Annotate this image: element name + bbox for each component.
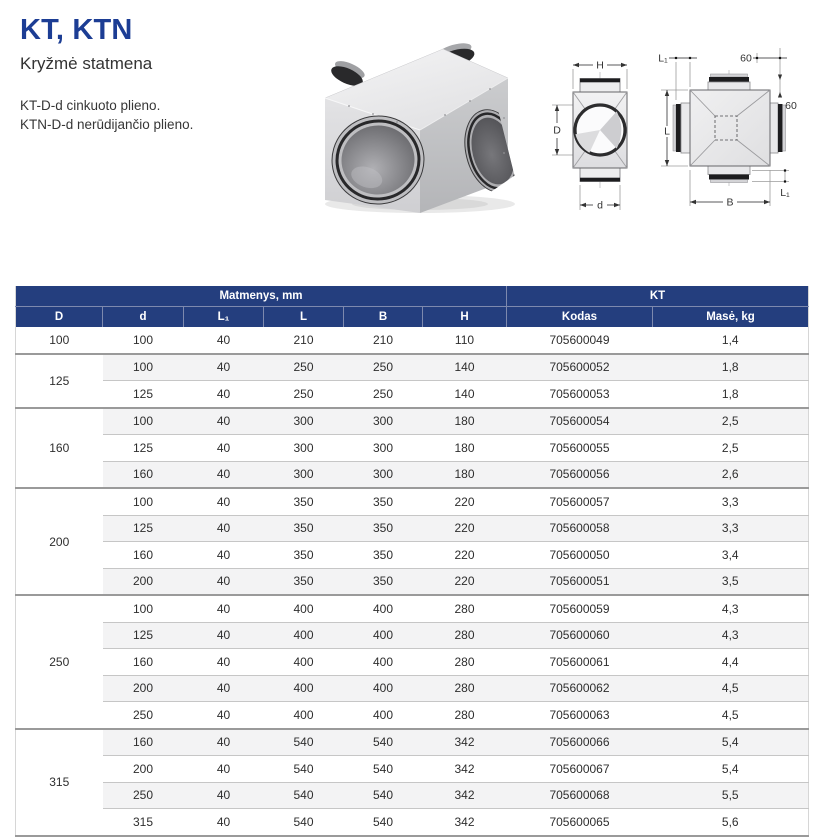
cell-kodas: 705600055 [507,435,653,462]
column-header: H [423,307,507,328]
table-row [16,435,809,462]
cell-B: 400 [344,622,423,649]
cell-H: 220 [423,488,507,515]
top-spigot [708,82,750,91]
cell-mase: 4,5 [653,702,809,729]
cell-mase: 5,4 [653,729,809,756]
cell-d: 100 [103,408,184,435]
cell-L1: 40 [184,809,264,836]
cell-L: 400 [264,595,344,622]
cell-kodas: 705600052 [507,354,653,381]
cell-mase: 3,3 [653,488,809,515]
cell-H: 342 [423,782,507,809]
cell-mase: 1,8 [653,354,809,381]
table-row [16,622,809,649]
table-row [16,515,809,542]
cell-L: 250 [264,381,344,408]
table-row [16,595,809,622]
cell-L1: 40 [184,515,264,542]
cell-d: 250 [103,782,184,809]
cell-B: 540 [344,782,423,809]
cell-mase: 5,6 [653,809,809,836]
left-spigot [681,103,690,153]
cell-H: 342 [423,756,507,783]
cell-d: 160 [103,461,184,488]
page-subtitle: Kryžmė statmena [20,54,153,73]
cell-kodas: 705600060 [507,622,653,649]
group-header: KT [507,286,809,307]
column-header: B [344,307,423,328]
table-row [16,568,809,595]
cell-d: 100 [103,488,184,515]
cell-mase: 5,5 [653,782,809,809]
column-header: L [264,307,344,328]
cell-L1: 40 [184,622,264,649]
cell-d: 160 [103,649,184,676]
cell-H: 342 [423,809,507,836]
cell-H: 110 [454,332,475,347]
cell-L: 300 [264,435,344,462]
cell-d: 160 [103,729,184,756]
spec-table [15,286,809,837]
cell-kodas: 705600068 [507,782,653,809]
cell-H: 280 [423,649,507,676]
cell-kodas: 705600066 [507,729,653,756]
cell-D: 315 [16,729,103,836]
cell-D: 200 [16,488,103,595]
dim-label-L1-top: L₁ [658,52,668,65]
product-description [20,96,193,134]
cell-B: 300 [344,435,423,462]
cell-mase: 4,3 [653,595,809,622]
cell-H: 342 [423,729,507,756]
table-row [16,381,809,408]
cell-kodas: 705600056 [507,461,653,488]
cell-kodas: 705600054 [507,408,653,435]
dim-label-60-right: 60 [785,100,797,112]
cell-D: 250 [16,595,103,729]
cell-L: 400 [264,622,344,649]
cell-H: 180 [423,461,507,488]
cell-B: 400 [344,702,423,729]
cell-B: 210 [372,332,394,347]
cell-L: 540 [264,809,344,836]
cell-mase: 1,4 [721,332,739,347]
cell-L1: 40 [184,568,264,595]
table-row [16,408,809,435]
drawing-top-view [655,40,823,215]
cell-L1: 40 [184,435,264,462]
cell-B: 350 [344,515,423,542]
cell-mase: 4,4 [653,649,809,676]
cell-L1: 40 [184,595,264,622]
cell-L: 210 [293,332,314,347]
dim-label-d: d [597,199,603,212]
cell-L1: 40 [184,461,264,488]
cell-kodas: 705600067 [507,756,653,783]
column-header: Masė, kg [653,307,809,328]
body [690,90,770,166]
cell-L1: 40 [184,354,264,381]
cell-mase: 2,5 [653,408,809,435]
cell-H: 220 [423,542,507,569]
cell-kodas: 705600065 [507,809,653,836]
cell-L: 400 [264,649,344,676]
table-row [16,809,809,836]
bottom-spigot [708,166,750,175]
cell-B: 540 [344,729,423,756]
cell-mase: 2,6 [653,461,809,488]
cell-L1: 40 [184,542,264,569]
cell-H: 140 [423,354,507,381]
cell-B: 400 [344,649,423,676]
cell-d: 125 [103,515,184,542]
table-row [16,354,809,381]
cell-kodas: 705600050 [507,542,653,569]
cell-B: 350 [344,488,423,515]
cell-d: 160 [103,542,184,569]
cell-mase: 2,5 [653,435,809,462]
dim-label-L1-bottom: L₁ [780,187,790,199]
cell-L: 540 [264,756,344,783]
cell-H: 220 [423,515,507,542]
cell-B: 400 [344,675,423,702]
cell-mase: 3,5 [653,568,809,595]
cell-L: 400 [264,702,344,729]
dim-label-60-top: 60 [740,52,752,65]
cell-L: 400 [264,675,344,702]
cell-L: 350 [264,542,344,569]
cell-L1: 40 [184,782,264,809]
cell-L: 350 [264,515,344,542]
table-row [16,756,809,783]
cell-d: 250 [103,702,184,729]
cell-H: 220 [423,568,507,595]
cell-mase: 1,8 [653,381,809,408]
cell-B: 350 [344,542,423,569]
cell-kodas: 705600049 [549,332,610,347]
cell-mase: 4,3 [653,622,809,649]
cell-L: 300 [264,408,344,435]
cell-mase: 5,4 [653,756,809,783]
cell-kodas: 705600057 [507,488,653,515]
cell-D: 125 [16,354,103,408]
cell-H: 280 [423,622,507,649]
cell-L1: 40 [184,729,264,756]
description-line-1: KT-D-d cinkuoto plieno. [20,98,161,113]
cell-L: 540 [264,729,344,756]
cell-kodas: 705600063 [507,702,653,729]
cell-mase: 4,5 [653,675,809,702]
cell-L: 350 [264,568,344,595]
description-line-2: KTN-D-d nerūdijančio plieno. [20,117,194,132]
cell-B: 250 [344,381,423,408]
right-spigot [770,103,778,153]
table-row [16,782,809,809]
cell-L1: 40 [184,702,264,729]
cell-kodas: 705600062 [507,675,653,702]
cell-B: 250 [344,354,423,381]
dim-label-D: D [553,124,561,137]
table-row [16,702,809,729]
table-row [16,729,809,756]
table-row [16,542,809,569]
table-row [16,461,809,488]
cell-d: 100 [103,354,184,381]
product-photo [315,18,530,218]
cell-kodas: 705600059 [507,595,653,622]
cell-B: 540 [344,756,423,783]
cell-d: 200 [103,756,184,783]
cell-B: 350 [344,568,423,595]
cell-kodas: 705600061 [507,649,653,676]
dim-label-B: B [726,196,734,209]
cell-B: 540 [344,809,423,836]
cell-H: 180 [423,408,507,435]
cell-d: 125 [103,622,184,649]
column-header: L₁ [184,307,264,328]
table-row [16,675,809,702]
page-title: KT, KTN [20,14,133,46]
cell-d: 315 [103,809,184,836]
cell-d: 125 [103,435,184,462]
cell-H: 280 [423,675,507,702]
cell-kodas: 705600058 [507,515,653,542]
cell-L: 250 [264,354,344,381]
table-body [16,327,809,836]
group-header: Matmenys, mm [16,286,507,307]
cell-D: 160 [16,408,103,489]
cell-d: 200 [103,568,184,595]
cell-mase: 3,4 [653,542,809,569]
cell-B: 300 [344,461,423,488]
cell-L1: 40 [184,756,264,783]
table-row [16,649,809,676]
cell-d: 200 [103,675,184,702]
cell-mase: 3,3 [653,515,809,542]
cell-d: 100 [132,332,154,347]
dim-label-L: L [664,125,670,138]
cell-L1: 40 [184,408,264,435]
dim-label-H: H [596,59,604,72]
cell-L: 350 [264,488,344,515]
cell-L1: 40 [216,332,231,347]
cell-L1: 40 [184,649,264,676]
cell-kodas: 705600053 [507,381,653,408]
cell-L: 300 [264,461,344,488]
cell-H: 280 [423,595,507,622]
table-row [16,488,809,515]
column-header: d [103,307,184,328]
cell-H: 140 [423,381,507,408]
cell-kodas: 705600051 [507,568,653,595]
cell-d: 100 [103,595,184,622]
cell-B: 300 [344,408,423,435]
cell-B: 400 [344,595,423,622]
table-head [16,286,809,327]
drawing-side-view [548,42,638,217]
cell-L1: 40 [184,675,264,702]
cell-H: 280 [423,702,507,729]
cell-L: 540 [264,782,344,809]
table-row [16,327,809,354]
cell-H: 180 [423,435,507,462]
column-header: Kodas [507,307,653,328]
cell-D: 100 [16,327,103,354]
cell-L1: 40 [184,381,264,408]
column-header: D [16,307,103,328]
cell-L1: 40 [184,488,264,515]
cell-d: 125 [103,381,184,408]
